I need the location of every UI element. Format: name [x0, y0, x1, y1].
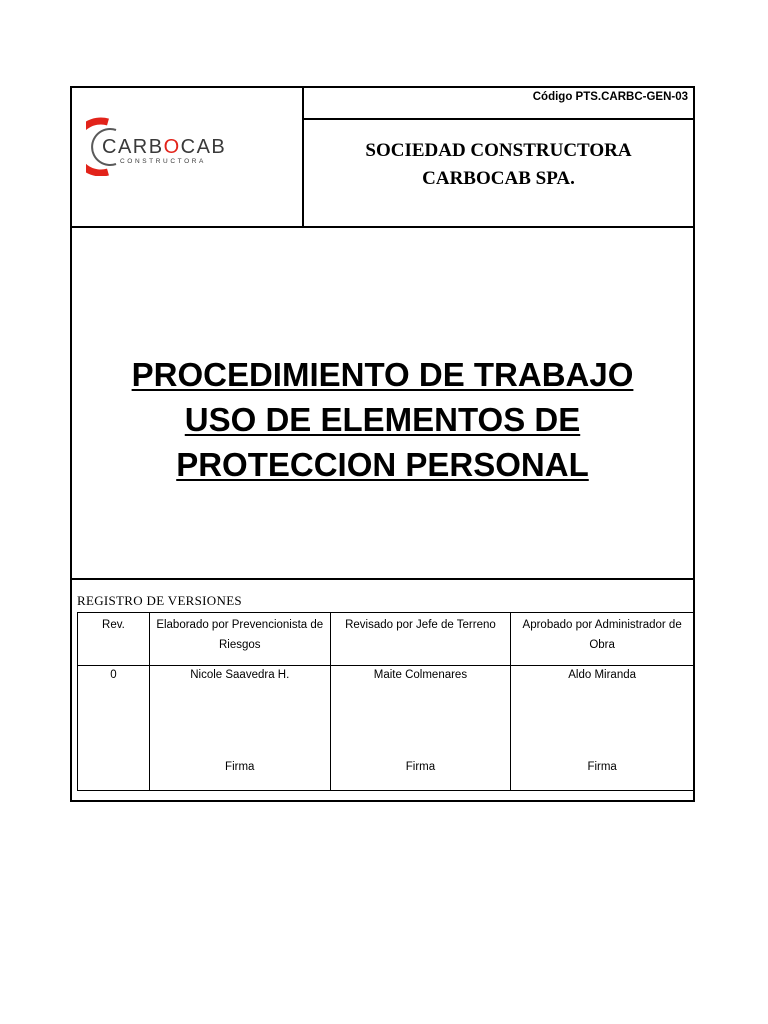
company-name: [304, 122, 693, 226]
col-header-revisado: Revisado por Jefe de Terreno: [330, 613, 511, 666]
col-header-rev: Rev.: [78, 613, 150, 666]
company-line-1: SOCIEDAD CONSTRUCTORA: [365, 140, 632, 161]
version-registry-table: [77, 612, 694, 791]
signature-label: Firma: [587, 761, 617, 773]
signature-label: Firma: [405, 761, 436, 773]
elaborado-name: Nicole Saavedra H.: [190, 669, 290, 681]
table-row: [78, 666, 694, 791]
revisado-name: Maite Colmenares: [373, 669, 468, 681]
title-line-3: PROTECCION PERSONAL: [176, 446, 589, 483]
title-block: [72, 228, 693, 580]
logo-cell: [72, 88, 304, 226]
col-header-aprobado: Aprobado por Administrador de Obra: [511, 613, 694, 666]
cell-revisado: [330, 666, 511, 791]
title-line-1: PROCEDIMIENTO DE TRABAJO: [131, 356, 634, 393]
logo-wordmark: CARBOCAB: [102, 136, 227, 158]
document-frame: [70, 86, 695, 802]
version-registry-label: REGISTRO DE VERSIONES: [77, 593, 242, 608]
col-header-elaborado: Elaborado por Prevencionista de Riesgos: [149, 613, 330, 666]
document-title: [72, 352, 693, 487]
logo-subtitle: CONSTRUCTORA: [120, 158, 206, 165]
aprobado-name: Aldo Miranda: [568, 669, 637, 681]
company-line-2: CARBOCAB SPA.: [422, 168, 575, 189]
table-header-row: [78, 613, 694, 666]
carbocab-logo: [86, 116, 226, 176]
title-line-2: USO DE ELEMENTOS DE: [184, 401, 581, 438]
cell-aprobado: [511, 666, 694, 791]
cell-elaborado: [149, 666, 330, 791]
document-header: [72, 88, 693, 228]
signature-label: Firma: [225, 761, 255, 773]
document-code: Código PTS.CARBC-GEN-03: [304, 88, 693, 120]
cell-rev: 0: [78, 666, 150, 791]
